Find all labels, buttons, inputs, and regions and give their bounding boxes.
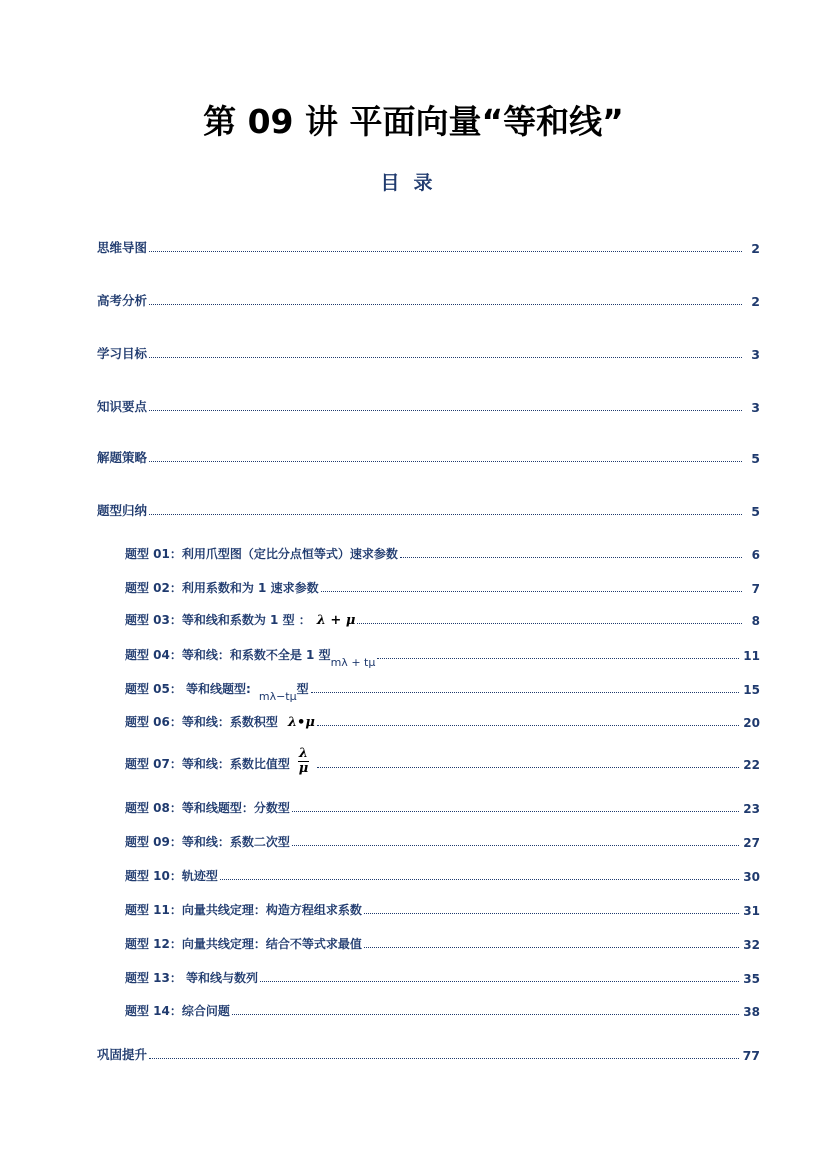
toc-entry-label: 思维导图	[97, 240, 148, 255]
toc-page-number: 20	[743, 716, 760, 730]
formula-lambda-plus-mu: λ + μ	[316, 613, 356, 628]
toc-page-number: 7	[751, 582, 760, 596]
toc-page-number: 31	[743, 904, 760, 918]
toc-leader	[317, 725, 739, 726]
toc-leader	[220, 879, 739, 880]
toc-entry-type-11[interactable]	[125, 898, 760, 918]
toc-entry-label: 题型 11：向量共线定理：构造方程组求系数	[125, 903, 362, 917]
toc-leader	[292, 845, 739, 846]
toc-entry-label: 题型 01：利用爪型图（定比分点恒等式）速求参数	[125, 547, 398, 561]
toc-entry-label: 题型归纳	[97, 503, 148, 518]
toc-entry-label: 题型 02：利用系数和为 1 速求参数	[125, 581, 319, 595]
toc-heading: 目录	[380, 172, 447, 194]
page-title: 第 09 讲 平面向量“等和线”	[203, 102, 624, 141]
toc-page-number: 38	[743, 1005, 760, 1019]
toc-page-number: 8	[751, 614, 760, 628]
toc-entry-type-13[interactable]	[125, 966, 760, 986]
toc-entry-type-12[interactable]	[125, 932, 760, 952]
toc-entry-label: 题型 07：等和线：系数比值型	[125, 757, 290, 771]
toc-entry-type-06[interactable]	[125, 710, 760, 730]
toc-entry-label: 题型 04：等和线：和系数不全是 1 型	[125, 648, 331, 662]
toc-leader	[149, 461, 742, 462]
toc-page-number: 6	[751, 548, 760, 562]
toc-entry-type-14[interactable]	[125, 999, 760, 1019]
toc-entry-key-points[interactable]	[97, 395, 760, 415]
toc-entry-type-05[interactable]	[125, 677, 760, 703]
toc-entry-suffix: 型	[296, 682, 309, 696]
toc-leader	[149, 1058, 739, 1059]
toc-entry-type-10[interactable]	[125, 864, 760, 884]
toc-leader	[400, 557, 742, 558]
toc-page-number: 3	[751, 347, 760, 362]
formula-lambda-times-mu: λ•μ	[287, 715, 315, 730]
toc-leader	[232, 1014, 739, 1015]
toc-entry-type-03[interactable]	[125, 608, 760, 628]
toc-leader	[149, 410, 742, 411]
toc-page-number: 15	[743, 683, 760, 697]
toc-entry-mind-map[interactable]	[97, 236, 760, 256]
toc-entry-label: 题型 05： 等和线题型:	[125, 682, 251, 696]
toc-leader	[149, 251, 742, 252]
toc-leader	[149, 357, 742, 358]
toc-page-number: 5	[751, 451, 760, 466]
toc-page-number: 35	[743, 972, 760, 986]
toc-entry-label: 题型 13： 等和线与数列	[125, 971, 259, 985]
toc-leader	[311, 692, 740, 693]
toc-entry-type-01[interactable]	[125, 542, 760, 562]
toc-entry-question-types[interactable]	[97, 499, 760, 519]
toc-entry-type-02[interactable]	[125, 576, 760, 596]
toc-leader	[260, 981, 739, 982]
toc-leader	[317, 767, 739, 768]
toc-page-number: 23	[743, 802, 760, 816]
toc-leader	[364, 913, 739, 914]
toc-entry-label: 题型 14：综合问题	[125, 1004, 230, 1018]
toc-entry-learning-goals[interactable]	[97, 342, 760, 362]
toc-entry-exam-analysis[interactable]	[97, 289, 760, 309]
toc-leader	[357, 623, 742, 624]
toc-entry-label: 题型 03：等和线和系数为 1 型 ：	[125, 613, 311, 627]
toc-page-number: 3	[751, 400, 760, 415]
toc-page-number: 77	[742, 1048, 760, 1063]
toc-leader	[364, 947, 739, 948]
toc-entry-type-07[interactable]	[125, 742, 760, 776]
toc-leader	[321, 591, 742, 592]
toc-entry-label: 题型 09：等和线：系数二次型	[125, 835, 290, 849]
toc-leader	[377, 658, 739, 659]
toc-entry-consolidation[interactable]	[97, 1043, 760, 1063]
toc-entry-type-04[interactable]	[125, 643, 760, 669]
toc-entry-type-09[interactable]	[125, 830, 760, 850]
toc-page-number: 22	[743, 758, 760, 772]
fraction-denominator: μ	[298, 761, 309, 776]
toc-page-number: 11	[743, 649, 760, 663]
toc-entry-type-08[interactable]	[125, 796, 760, 816]
toc-entry-label: 巩固提升	[97, 1047, 148, 1062]
toc-page-number: 5	[751, 504, 760, 519]
fraction-numerator: λ	[298, 746, 309, 761]
toc-entry-strategies[interactable]	[97, 446, 760, 466]
toc-entry-label: 高考分析	[97, 293, 148, 308]
toc-entry-label: 题型 10：轨迹型	[125, 869, 218, 883]
formula-m-lambda-minus-t-mu: mλ−tμ	[258, 690, 297, 703]
toc-entry-label: 知识要点	[97, 399, 148, 414]
toc-leader	[292, 811, 739, 812]
toc-entry-label: 学习目标	[97, 346, 148, 361]
toc-page-number: 2	[751, 241, 760, 256]
toc-entry-label: 解题策略	[97, 450, 148, 465]
toc-page-number: 32	[743, 938, 760, 952]
toc-page-number: 27	[743, 836, 760, 850]
toc-page-number: 2	[751, 294, 760, 309]
toc-page-number: 30	[743, 870, 760, 884]
toc-entry-label: 题型 08：等和线题型：分数型	[125, 801, 290, 815]
toc-leader	[149, 514, 742, 515]
toc-entry-label: 题型 12：向量共线定理：结合不等式求最值	[125, 937, 362, 951]
formula-lambda-over-mu	[298, 747, 309, 776]
formula-m-lambda-plus-t-mu: mλ + tμ	[330, 656, 376, 669]
toc-leader	[149, 304, 742, 305]
toc-entry-label: 题型 06：等和线：系数积型	[125, 715, 278, 729]
